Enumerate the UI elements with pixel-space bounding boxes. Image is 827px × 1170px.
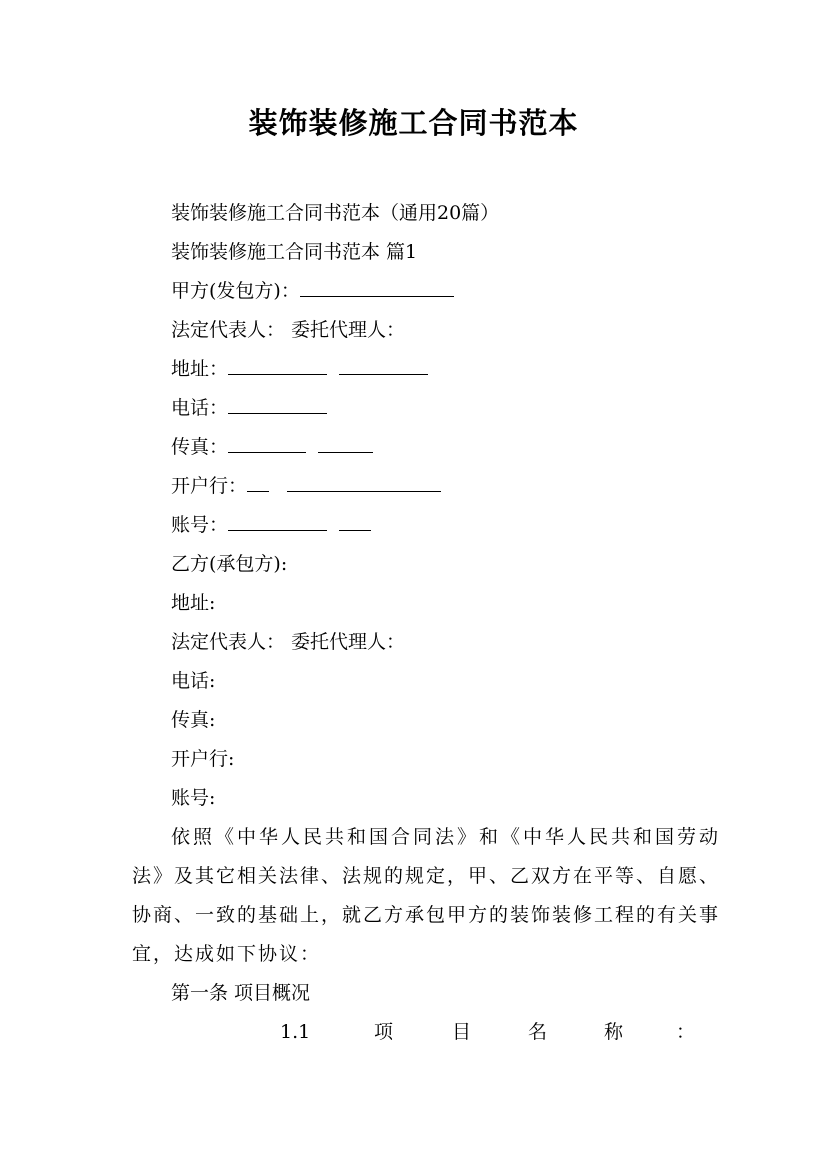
party-a-bank-blank-1 [247,490,269,492]
party-a-fax-line [132,428,720,467]
party-a-address-blank-2 [339,373,428,375]
party-a-address-blank-1 [228,373,327,375]
party-a-bank-line [132,467,720,506]
item-1-1-char-5: ： [676,1021,696,1043]
party-a-fax-label: 传真： [171,436,229,458]
party-b-line: 乙方(承包方): [171,553,288,575]
item-1-1-number: 1.1 [280,1021,311,1043]
party-b-phone-line: 电话: [171,670,216,692]
party-a-label: 甲方(发包方)： [171,280,300,302]
party-a-address-label: 地址： [171,358,229,380]
party-a-phone-label: 电话： [171,397,229,419]
item-1-1-line [132,1013,720,1052]
section-heading: 装饰装修施工合同书范本 篇1 [171,241,418,263]
party-b-fax-line: 传真: [171,709,216,731]
document-body [132,194,720,1052]
party-a-fax-blank-1 [228,451,306,453]
item-1-1-char-3: 名 [528,1021,548,1043]
subtitle-line: 装饰装修施工合同书范本（通用20篇） [171,202,500,224]
party-a-phone-blank [228,412,327,414]
article-1-heading: 第一条 项目概况 [171,982,311,1004]
party-a-line [132,272,720,311]
party-a-representative-line: 法定代表人： 委托代理人： [171,319,406,341]
item-1-1-char-2: 目 [452,1021,472,1043]
party-a-address-line [132,350,720,389]
party-a-blank [300,295,454,297]
party-a-account-line [132,506,720,545]
party-b-account-line: 账号: [171,787,216,809]
party-b-representative-line: 法定代表人： 委托代理人： [171,631,406,653]
party-b-bank-line: 开户行: [171,748,235,770]
party-a-phone-line [132,389,720,428]
party-a-account-blank-1 [228,529,327,531]
party-a-bank-label: 开户行： [171,475,248,497]
party-a-bank-blank-2 [287,490,441,492]
document-title: 装饰装修施工合同书范本 [248,106,579,140]
item-1-1-char-1: 项 [374,1021,394,1043]
item-1-1-char-4: 称 [604,1021,624,1043]
party-a-fax-blank-2 [318,451,373,453]
party-b-address-line: 地址: [171,592,216,614]
party-a-account-label: 账号： [171,514,229,536]
intro-paragraph: 依照《中华人民共和国合同法》和《中华人民共和国劳动法》及其它相关法律、法规的规定，甲、乙双方在平等、自愿、协商、一致的基础上，就乙方承包甲方的装饰装修工程的有关事宜，达成如下协议： [132,826,721,965]
party-a-account-blank-2 [339,529,371,531]
